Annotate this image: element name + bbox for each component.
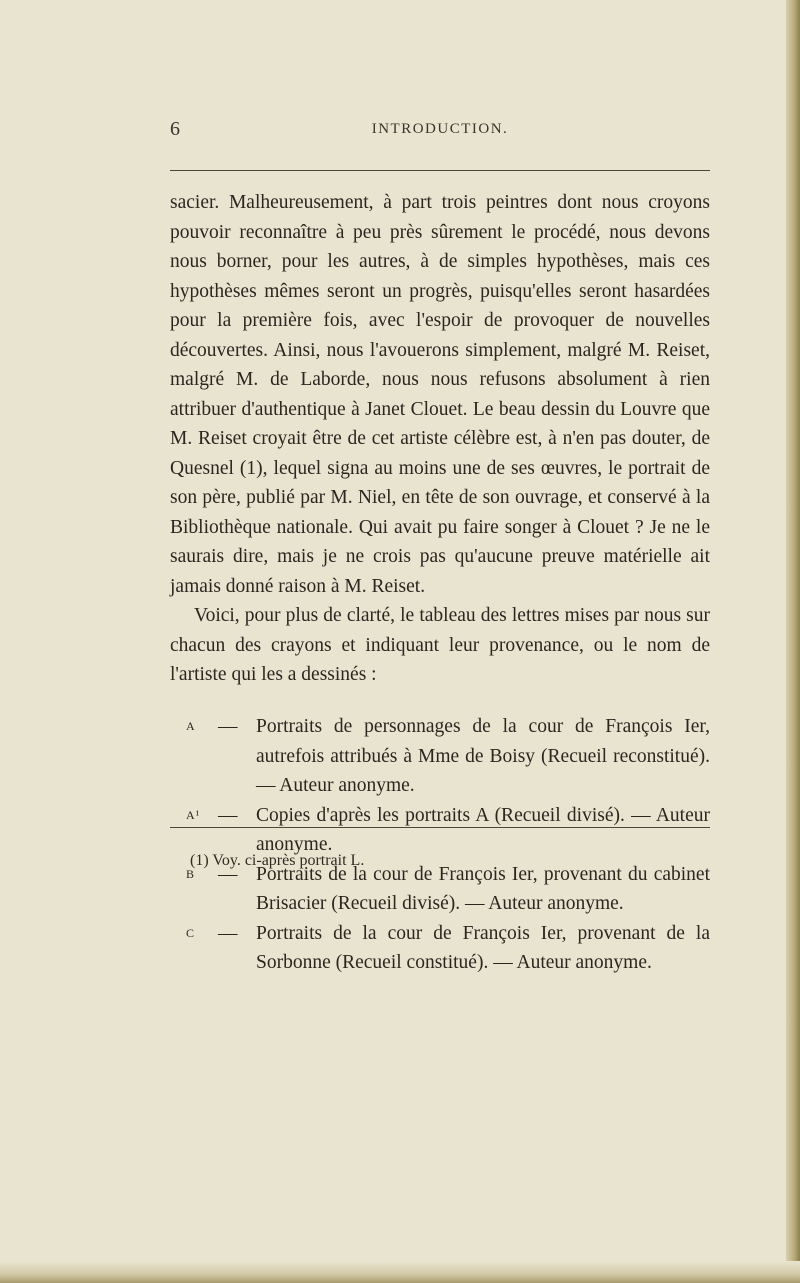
- list-item: [186, 712, 710, 801]
- entry-text: Copies d'après les portraits A (Recueil divisé). — Auteur anonyme.: [256, 804, 710, 855]
- entry-key: C: [186, 925, 196, 940]
- paragraph: Voici, pour plus de clarté, le tableau des lettres mises par nous sur chacun des crayons et indiquant leur provenance, ou le nom de l'artiste qui les a dessinés :: [170, 605, 710, 685]
- entry-key: B: [186, 866, 196, 881]
- footnote: (1) Voy. ci-après portrait L.: [190, 852, 365, 869]
- bottom-edge: [0, 1261, 800, 1283]
- top-rule: [170, 170, 710, 171]
- provenance-list: [186, 712, 710, 978]
- footnote-rule: [170, 827, 710, 828]
- entry-dash: —: [218, 804, 238, 826]
- running-head: [170, 118, 710, 148]
- entry-key: A: [186, 719, 196, 733]
- running-title: INTRODUCTION.: [371, 121, 509, 137]
- entry-text: Portraits de personnages de la cour de François Ier, autrefois attribués à Mme de Boisy (Recueil reconstitué). — Auteur anonyme.: [256, 716, 710, 796]
- page-edge: [786, 0, 800, 1283]
- entry-key: A¹: [186, 807, 201, 822]
- entry-text: Portraits de la cour de François Ier, provenant du cabinet Brisacier (Recueil divisé). — Auteur anonyme.: [256, 863, 710, 914]
- page-number: 6: [170, 118, 180, 140]
- list-item: [186, 801, 710, 860]
- paragraph: sacier. Malheureusement, à part trois peintres dont nous croyons pouvoir reconnaître à peu près sûrement le procédé, nous devons nous borner, pour les autres, à de simples hypothèses, mais ces hypothèses mêmes seront un progrès, puisqu'elles seront hasardées pour la première fois, avec l'espoir de provoquer de nouvelles découvertes. Ainsi, nous l'avouerons simplement, malgré M. Reiset, malgré M. de Laborde, nous nous refusons absolument à rien attribuer d'authentique à Janet Clouet. Le beau dessin du Louvre que M. Reiset croyait être de cet artiste célèbre est, à n'en pas douter, de Quesnel (1), lequel signa au moins une de ses œuvres, le portrait de son père, publié par M. Niel, en tête de son ouvrage, et conservé à la Bibliothèque nationale. Qui avait pu faire songer à Clouet ? Je ne le saurais dire, mais je ne crois pas qu'aucune preuve matérielle ait jamais donné raison à M. Reiset.: [170, 192, 710, 597]
- list-item: [186, 919, 710, 978]
- body-text: [170, 188, 710, 690]
- entry-dash: —: [218, 863, 238, 885]
- entry-dash: —: [218, 922, 238, 944]
- entry-text: Portraits de la cour de François Ier, provenant de la Sorbonne (Recueil constitué). — Auteur anonyme.: [256, 922, 710, 973]
- entry-dash: —: [218, 716, 238, 737]
